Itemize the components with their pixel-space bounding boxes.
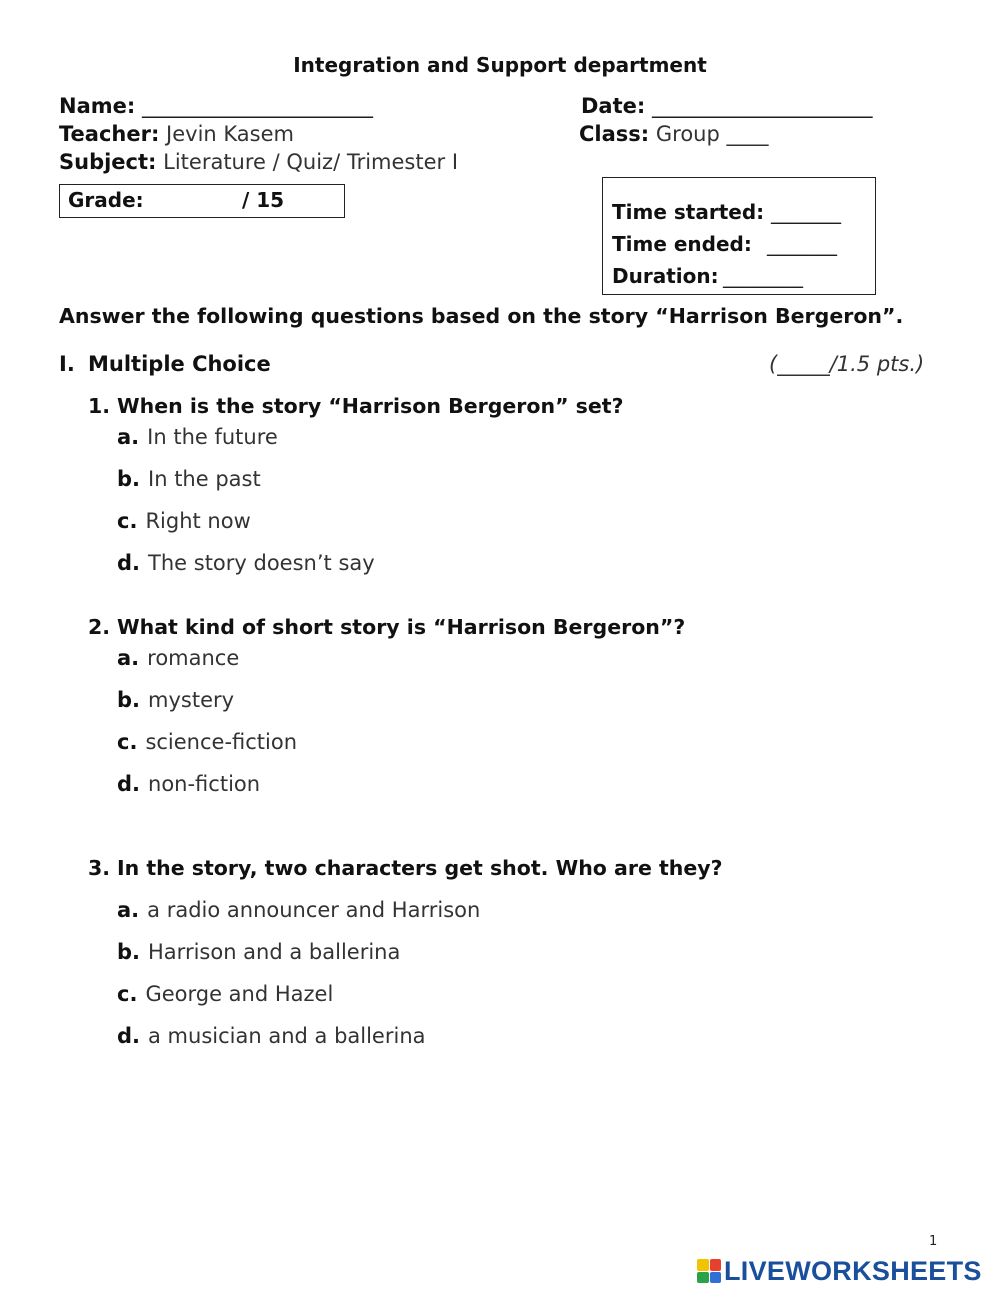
option-3d[interactable] — [117, 1024, 426, 1048]
option-1d[interactable] — [117, 551, 375, 575]
option-letter: b. — [117, 688, 141, 712]
teacher-line — [59, 122, 294, 146]
teacher-value: Jevin Kasem — [166, 122, 294, 146]
name-blank[interactable]: ______________________ — [141, 94, 373, 118]
time-started-row — [612, 200, 841, 224]
option-text: science-fiction — [145, 730, 298, 754]
class-value[interactable]: Group ____ — [655, 122, 769, 146]
option-letter: a. — [117, 646, 140, 670]
time-started-blank[interactable]: _______ — [771, 200, 841, 224]
option-letter: d. — [117, 551, 141, 575]
option-2d[interactable] — [117, 772, 260, 796]
date-blank[interactable]: _____________________ — [651, 94, 873, 118]
option-letter: c. — [117, 509, 138, 533]
option-text: The story doesn’t say — [148, 551, 375, 575]
section-title: Multiple Choice — [88, 352, 271, 376]
option-text: a radio announcer and Harrison — [147, 898, 481, 922]
option-2a[interactable] — [117, 646, 239, 670]
class-line — [579, 122, 768, 146]
subject-label: Subject: — [59, 150, 157, 174]
teacher-label: Teacher: — [59, 122, 160, 146]
time-box — [602, 177, 876, 295]
option-letter: a. — [117, 898, 140, 922]
question-text: In the story, two characters get shot. Who are they? — [117, 856, 723, 880]
option-text: In the future — [147, 425, 278, 449]
grade-score-field[interactable] — [155, 188, 245, 212]
date-label: Date: — [581, 94, 646, 118]
time-started-label: Time started: — [612, 200, 765, 224]
option-text: Harrison and a ballerina — [148, 940, 401, 964]
option-letter: b. — [117, 467, 141, 491]
question-number: 3. — [88, 856, 111, 880]
option-text: George and Hazel — [145, 982, 334, 1006]
option-letter: a. — [117, 425, 140, 449]
subject-value: Literature / Quiz/ Trimester I — [163, 150, 459, 174]
question-1 — [88, 394, 623, 418]
option-text: romance — [147, 646, 240, 670]
option-letter: b. — [117, 940, 141, 964]
page-number: 1 — [929, 1234, 938, 1249]
option-text: a musician and a ballerina — [148, 1024, 426, 1048]
option-1b[interactable] — [117, 467, 261, 491]
class-label: Class: — [579, 122, 650, 146]
department-title: Integration and Support department — [293, 53, 707, 77]
option-3a[interactable] — [117, 898, 480, 922]
question-text: When is the story “Harrison Bergeron” set? — [117, 394, 624, 418]
subject-line — [59, 150, 458, 174]
question-number: 1. — [88, 394, 111, 418]
liveworksheets-logo[interactable] — [697, 1254, 982, 1288]
date-line — [581, 94, 872, 118]
time-ended-blank[interactable]: _______ — [767, 232, 837, 256]
option-text: non-fiction — [148, 772, 261, 796]
grade-label: Grade: — [68, 188, 144, 212]
option-2b[interactable] — [117, 688, 234, 712]
question-number: 2. — [88, 615, 111, 639]
option-letter: d. — [117, 772, 141, 796]
grade-total: / 15 — [242, 188, 285, 212]
option-1c[interactable] — [117, 509, 251, 533]
option-1a[interactable] — [117, 425, 278, 449]
name-line — [59, 94, 373, 118]
liveworksheets-logo-text: LIVEWORKSHEETS — [724, 1255, 982, 1286]
name-label: Name: — [59, 94, 136, 118]
question-3 — [88, 856, 723, 880]
option-text: mystery — [148, 688, 235, 712]
option-letter: d. — [117, 1024, 141, 1048]
question-2 — [88, 615, 685, 639]
option-text: Right now — [145, 509, 251, 533]
time-ended-row — [612, 232, 837, 256]
instructions: Answer the following questions based on the story “Harrison Bergeron”. — [59, 304, 904, 328]
duration-row — [612, 264, 803, 288]
option-text: In the past — [148, 467, 261, 491]
duration-blank[interactable]: ________ — [723, 264, 803, 288]
grade-box — [59, 184, 345, 218]
time-ended-label: Time ended: — [612, 232, 752, 256]
section-numeral: I. — [59, 352, 75, 376]
option-letter: c. — [117, 982, 138, 1006]
option-3c[interactable] — [117, 982, 333, 1006]
section-points[interactable]: (_____/1.5 pts.) — [769, 352, 925, 376]
option-3b[interactable] — [117, 940, 400, 964]
option-letter: c. — [117, 730, 138, 754]
duration-label: Duration: — [612, 264, 719, 288]
liveworksheets-logo-icon — [697, 1259, 721, 1283]
question-text: What kind of short story is “Harrison Bergeron”? — [117, 615, 686, 639]
option-2c[interactable] — [117, 730, 297, 754]
